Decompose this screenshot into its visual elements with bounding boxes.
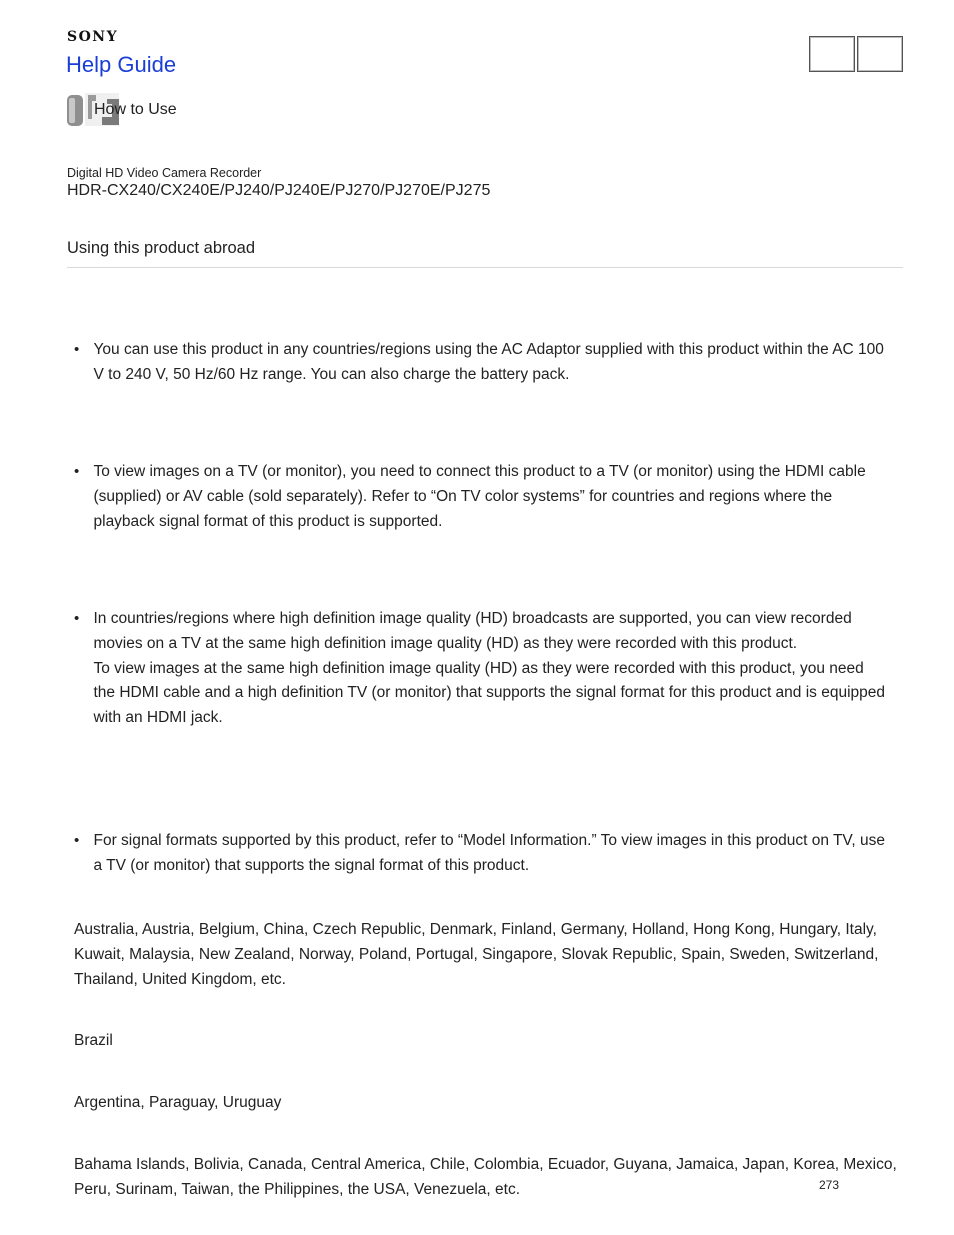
bullet-item-signal-format	[74, 829, 889, 879]
previous-page-button[interactable]	[809, 36, 855, 72]
next-page-button[interactable]	[857, 36, 903, 72]
bullet-dot: •	[74, 341, 80, 358]
bullet-text: You can use this product in any countries/regions using the AC Adaptor supplied with this product within the AC 100 V to 240 V, 50 Hz/60 Hz range. You can also charge the battery pack.	[93, 341, 884, 383]
bullet-text: In countries/regions where high definition image quality (HD) broadcasts are supported, you can view recorded movies on a TV at the same high definition image quality (HD) as they were recorded with this product.	[93, 610, 852, 652]
bullet-item-tv-connection	[74, 460, 889, 534]
sony-logo: SONY	[67, 29, 119, 45]
page-title: Using this product abroad	[67, 239, 256, 257]
page-number: 273	[819, 1178, 840, 1192]
section-label: How to Use	[94, 101, 177, 118]
country-list-pal: Australia, Austria, Belgium, China, Czech Republic, Denmark, Finland, Germany, Holland, Hong Kong, Hungary, Italy, Kuwait, Malaysia, New Zealand, Norway, Poland, Portugal, Singapore, Slovak Republic, Spain, Sweden, Switzerland, Thailand, United Kingdom, etc.	[74, 921, 879, 988]
country-list-pal-m: Brazil	[74, 1032, 113, 1049]
bullet-dot: •	[74, 463, 80, 480]
bullet-item-hd-quality	[74, 607, 889, 731]
model-numbers: HDR-CX240/CX240E/PJ240/PJ240E/PJ270/PJ270E/PJ275	[67, 182, 491, 199]
bullet-dot: •	[74, 610, 80, 627]
bullet-item-power	[74, 338, 889, 388]
bullet-text: To view images on a TV (or monitor), you need to connect this product to a TV (or monitor) using the HDMI cable (supplied) or AV cable (sold separately). Refer to “On TV color systems” for countries and regions where the playback signal format of this product is supported.	[93, 463, 866, 530]
device-type: Digital HD Video Camera Recorder	[67, 166, 262, 180]
title-divider	[67, 267, 903, 268]
bullet-dot: •	[74, 832, 80, 849]
bullet-text: For signal formats supported by this product, refer to “Model Information.” To view images in this product on TV, use a TV (or monitor) that supports the signal format of this product.	[93, 832, 885, 874]
country-list-ntsc: Bahama Islands, Bolivia, Canada, Central America, Chile, Colombia, Ecuador, Guyana, Jamaica, Japan, Korea, Mexico, Peru, Surinam, Taiwan, the Philippines, the USA, Venezuela, etc.	[74, 1156, 897, 1198]
help-guide-link[interactable]: Help Guide	[66, 52, 177, 77]
country-list-pal-n: Argentina, Paraguay, Uruguay	[74, 1094, 282, 1111]
bullet-text-continued: To view images at the same high definition image quality (HD) as they were recorded with this product, you need the HDMI cable and a high definition TV (or monitor) that supports the signal format for this product and is equipped with an HDMI jack.	[93, 659, 886, 727]
